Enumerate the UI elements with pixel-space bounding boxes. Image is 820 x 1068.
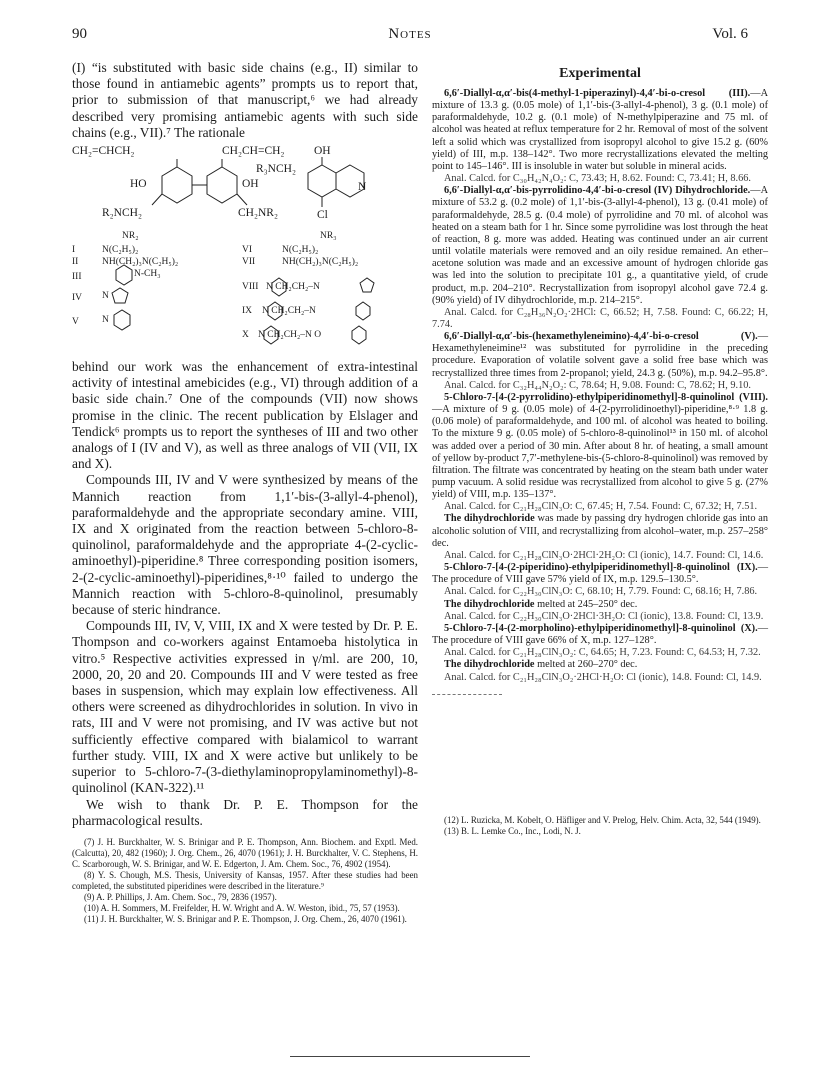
compound-name: 5-Chloro-7-[4-(2-piperidino)-ethylpiperidinomethyl]-8-quinolinol (IX).: [444, 562, 758, 574]
footnote: (10) A. H. Sommers, M. Freifelder, H. W. Wright and A. W. Weston, ibid., 75, 57 (1953).: [84, 902, 400, 913]
allyl-left-label: CH₂=CHCH₂: [72, 145, 135, 158]
page-number: 90: [72, 26, 87, 42]
piperidine-ring-ix-end: [356, 302, 370, 320]
footnote: (9) A. P. Phillips, J. Am. Chem. Soc., 79, 2836 (1957).: [84, 891, 277, 902]
analysis-line: Anal. Calcd. for C₂₈H₃₆N₂O₂·2HCl: C, 66.52; H, 7.58. Found: C, 66.22; H, 7.74.: [432, 306, 768, 330]
compound-num: II: [72, 257, 79, 268]
analysis-line: Anal. Calcd. for C₂₂H₃₀ClN₃O·2HCl·3H₂O: Cl (ionic), 13.8. Found: Cl, 13.9.: [444, 610, 764, 622]
compound-group: N(C₂H₅)₂: [102, 245, 139, 256]
compound-group: N-CH₃: [134, 269, 161, 280]
acknowledgment-paragraph: We wish to thank Dr. P. E. Thompson for the pharmacological results.: [72, 796, 418, 828]
quinoline-oh-label: OH: [314, 145, 331, 158]
hexamethyleneimine-ring-v: [114, 310, 130, 330]
compound-group: N CH₂CH₂–N: [266, 282, 320, 293]
compound-num: VII: [242, 257, 256, 268]
chloro-label: Cl: [317, 209, 328, 222]
compound-num: V: [72, 317, 79, 328]
body-paragraph: Compounds III, IV and V were synthesized by means of the Mannich reaction from 1,1′-bis-(3-allyl-4-phenol), paraformaldehyde and the appropriate secondary amine. VIII, IX and X originated from the reaction between 5-chloro-8-quinolinol, paraformaldehyde and the appropriate 4-(2-cyclic-aminoethyl)-piperidine.⁸ Three corresponding position isomers, 2-(2-cyclic-aminoethyl)-piperidines,⁸·¹⁰ failed to undergo the Mannich reaction with 5-chloro-8-quinolinol, presumably because of steric hindrance.: [72, 472, 418, 618]
compound-group: NH(CH₂)₃N(C₂H₅)₂: [282, 257, 359, 268]
compound-name: 5-Chloro-7-[4-(2-morpholino)-ethylpiperidinomethyl]-8-quinolinol (X).: [444, 622, 758, 634]
pyrrolidine-ring-viii: [360, 278, 374, 292]
analysis-line: Anal. Calcd. for C₂₁H₂₈ClN₃O₂: C, 64.65; H, 7.23. Found: C, 64.53; H, 7.32.: [444, 647, 761, 659]
compound-num: X: [242, 330, 249, 341]
procedure-paragraph: [432, 599, 768, 611]
procedure-paragraph: [432, 562, 768, 586]
analysis-line: Anal. Calcd. for C₂₁H₂₈ClN₃O·2HCl·2H₂O: Cl (ionic), 14.7. Found: Cl, 14.6.: [444, 549, 764, 561]
compound-name: 5-Chloro-7-[4-(2-pyrrolidino)-ethylpiperidinomethyl]-8-quinolinol (VIII).: [444, 391, 768, 403]
compound-name: The dihydrochloride: [444, 598, 535, 610]
analysis-line: Anal. Calcd. for C₃₂H₄₄N₂O₂: C, 78.64; H, 9.08. Found: C, 78.62; H, 9.10.: [444, 379, 751, 391]
body-paragraph: Compounds III, IV, V, VIII, IX and X were tested by Dr. P. E. Thompson and co-workers against Entamoeba histolytica in vitro.⁵ Respective activities expressed in γ/ml. are 200, 10, 2000, 20, 20 and 20. Compounds III and V were tested as free bases in suspension, which may explain low effectiveness. All others were screened as dihydrochlorides in solution. In vivo in rats, III and V were not promising, and IV was active but not sufficiently effective compared with bialamicol to warrant further study. VIII, IX and X were active but unlikely to be superior to 5-chloro-7-(3-diethylaminopropylaminomethyl)-8-quinolinol (KAN-322).¹¹: [72, 618, 418, 796]
compound-num: I: [72, 245, 76, 256]
procedure-paragraph: [432, 88, 768, 173]
procedure-text: —A mixture of 13.3 g. (0.05 mole) of 1,1′-bis-(3-allyl-4-phenol), 3 g. (0.1 mole) of paraformaldehyde, 10.2 g. (0.1 mole) of N-methylpiperazine and 75 ml. of alcohol was heated at reflux temperature for 2 hr. Removal of most of the solvent left a solid which was crystallized from isopropyl alcohol to give 15.2 g. (60% yield) of III, m.p. 138–142°. Two more recrystallizations elevated the melting point to 145–146°. III is insoluble in water but soluble in mineral acids.: [432, 88, 768, 172]
compound-group: N: [102, 291, 109, 302]
procedure-text: melted at 260–270° dec.: [534, 659, 638, 671]
quinoline-n-label: N: [358, 181, 367, 194]
compound-num: IV: [72, 293, 83, 304]
procedure-paragraph: [432, 623, 768, 647]
pyrrolidine-ring-iv: [112, 288, 128, 303]
analysis-line: Anal. Calcd. for C₃₀H₄₂N₄O₂: C, 73.43; H, 8.62. Found: C, 73.41; H, 8.66.: [444, 173, 751, 185]
compound-name: 6,6′-Diallyl-α,α′-bis(4-methyl-1-piperazinyl)-4,4′-bi-o-cresol (III).: [444, 88, 751, 99]
compound-name: 6,6′-Diallyl-α,α′-bis-(hexamethyleneimino)-4,4′-bi-o-cresol (V).: [444, 331, 758, 343]
compound-group: N: [102, 315, 109, 326]
procedure-paragraph: [432, 185, 768, 307]
procedure-text: melted at 245–250° dec.: [534, 598, 638, 610]
hydroxyl-left-label: HO: [130, 178, 147, 191]
compound-name: The dihydrochloride: [444, 513, 535, 525]
quinoline-ring-a: [308, 165, 336, 197]
compound-group: NH(CH₂)₃N(C₂H₅)₂: [102, 257, 179, 268]
procedure-text: —The procedure of VIII gave 66% of X, m.p. 127–128°.: [432, 622, 768, 647]
procedure-text: was made by passing dry hydrogen chloride gas into an alcoholic solution of VIII, and recrystallizing from alcohol–water, m.p. 257–258° dec.: [432, 513, 768, 549]
compound-num: IX: [242, 306, 253, 317]
allyl-right-label: CH₂CH=CH₂: [222, 145, 285, 158]
analysis-line: Anal. Calcd. for C₂₁H₂₈ClN₃O₂·2HCl·H₂O: Cl (ionic), 14.8. Found: Cl, 14.9.: [444, 671, 762, 683]
compound-num: VIII: [242, 282, 259, 293]
compound-name: 6,6′-Diallyl-α,α′-bis-pyrrolidino-4,4′-bi-o-cresol (IV) Dihydrochloride.: [444, 185, 751, 197]
benzene-ring-left: [162, 167, 192, 203]
footnote: (7) J. H. Burckhalter, W. S. Brinigar and P. E. Thompson, Ann. Biochem. and Exptl. Med. (Calcutta), 20, 482 (1960); J. Org. Chem., 26, 4070 (1961); J. H. Burckhalter, V. C. Stephens, H. C. Scarborough, W. S. Brinigar, and W. E. Edgerton, J. Am. Chem. Soc., 76, 4902 (1954).: [72, 836, 418, 869]
bottom-rule: [290, 1056, 530, 1057]
compound-group: N(C₂H₅)₂: [282, 245, 319, 256]
ch2nr2-right-label: CH₂NR₂: [238, 207, 278, 220]
morpholine-ring-x: [352, 326, 366, 344]
footnote: (11) J. H. Burckhalter, W. S. Brinigar and P. E. Thompson, J. Org. Chem., 26, 4070 (1961).: [84, 913, 407, 924]
footnote: (12) L. Ruzicka, M. Kobelt, O. Häfliger and V. Prelog, Helv. Chim. Acta, 32, 544 (1949).: [444, 814, 761, 825]
footnote: (13) B. L. Lemke Co., Inc., Lodi, N. J.: [444, 825, 581, 836]
r2nch2-left-label: R₂NCH₂: [102, 207, 142, 220]
volume-label: Vol. 6: [712, 26, 748, 42]
procedure-text: —The procedure of VIII gave 57% yield of IX, m.p. 129.5–130.5°.: [432, 562, 768, 586]
table-header-nr2: NR₂: [122, 231, 139, 242]
r3nch2-label: R₃NCH₂: [256, 163, 296, 176]
structure-figure: [72, 145, 418, 355]
piperazine-ring-iii: [116, 265, 132, 285]
hydroxyl-right-label: OH: [242, 178, 259, 191]
body-paragraph: behind our work was the enhancement of extra-intestinal activity of intestinal amebicides (e.g., VI) through addition of a basic side chain.⁷ One of the compounds (VII) now shows promise in the clinic. The recent publication by Elslager and Tendick⁶ prompts us to report the syntheses of III and two other analogs of I (IV and V), as well as three analogs of VII (VII, IX and X).: [72, 359, 418, 472]
procedure-text: —A mixture of 9 g. (0.05 mole) of 4-(2-pyrrolidinoethyl)-piperidine,⁸·⁹ 1.8 g. (0.06 mole) of paraformaldehyde, and 100 ml. of alcohol was heated to boiling. To the mixture 9 g. (0.05 mole) of 5-chloro-8-quinolinol¹³ in 150 ml. of alcohol was added over a period of 30 min. After about 8 hr. of heating, a small amount of yellow by-product 7,7′-methylene-bis-(5-chloro-8-quinolinol) was removed by filtration. The filtrate was concentrated by heating on the steam bath under water pump vacuum. A solid residue was recrystallized from alcohol to give 5 g. (27% yield) of VIII, m.p. 135–137°.: [432, 404, 768, 501]
table-header-nr3: NR₃: [320, 231, 337, 242]
compound-num: VI: [242, 245, 253, 256]
analysis-line: Anal. Calcd. for C₂₁H₂₈ClN₃O: C, 67.45; H, 7.54. Found: C, 67.32; H, 7.51.: [444, 501, 758, 513]
procedure-text: —A mixture of 53.2 g. (0.2 mole) of 1,1′-bis-(3-allyl-4-phenol), 13 g. (0.41 mole) of paraformaldehyde, 28.5 g. (0.4 mole) of pyrrolidine and 70 ml. of alcohol was heated on a steam bath for 1 hr. Since some pyrrolidine was lost through the heat of reaction, 8 g. more was added. Heating was continued under an air current until volatile materials were removed and an oily residue remained. An ether–acetone solution was made and an excessive amount of hydrogen chloride gas was led into the solution to precipitate 101 g., a quantitative yield, of crude product, m.p. 204–210°. Recrystallization from isopropyl alcohol gave 72.4 g. (90% yield) of IV dihydrochloride, m.p. 214–215°.: [432, 185, 768, 306]
footnote: (8) Y. S. Chough, M.S. Thesis, University of Kansas, 1957. After these studies had been completed, the substituted piperidines were described in the literature.⁹: [72, 869, 418, 891]
compound-num: III: [72, 272, 82, 283]
procedure-text: —Hexamethyleneimine¹² was substituted for pyrrolidine in the preceding procedure. Evaporation of volatile solvent gave a solid free base which was recrystallized three times from 2-propanol; yield, 24.3 g. (50%), m.p. 94.2–95.8°.: [432, 331, 768, 379]
compound-group: N CH₂CH₂–N O: [258, 330, 322, 341]
compound-group: N CH₂CH₂–N: [262, 306, 316, 317]
journal-section: Notes: [388, 26, 432, 42]
analysis-line: Anal. Calcd. for C₂₂H₃₀ClN₃O: C, 68.10; H, 7.79. Found: C, 68.16; H, 7.86.: [444, 586, 758, 598]
procedure-paragraph: [432, 659, 768, 671]
procedure-paragraph: [432, 513, 768, 549]
procedure-paragraph: [432, 392, 768, 501]
procedure-paragraph: [432, 331, 768, 380]
compound-name: The dihydrochloride: [444, 659, 535, 671]
right-column: [432, 60, 768, 837]
intro-paragraph: (I) “is substituted with basic side chains (e.g., II) similar to those found in antiamebic agents” prompts us to report that, prior to submission of that manuscript,⁶ we had already described very promising antiamebic agents with such side chains (e.g., VII).⁷ The rationale: [72, 60, 418, 140]
benzene-ring-right: [207, 167, 237, 203]
left-column: [72, 60, 418, 925]
experimental-heading: Experimental: [559, 66, 641, 81]
